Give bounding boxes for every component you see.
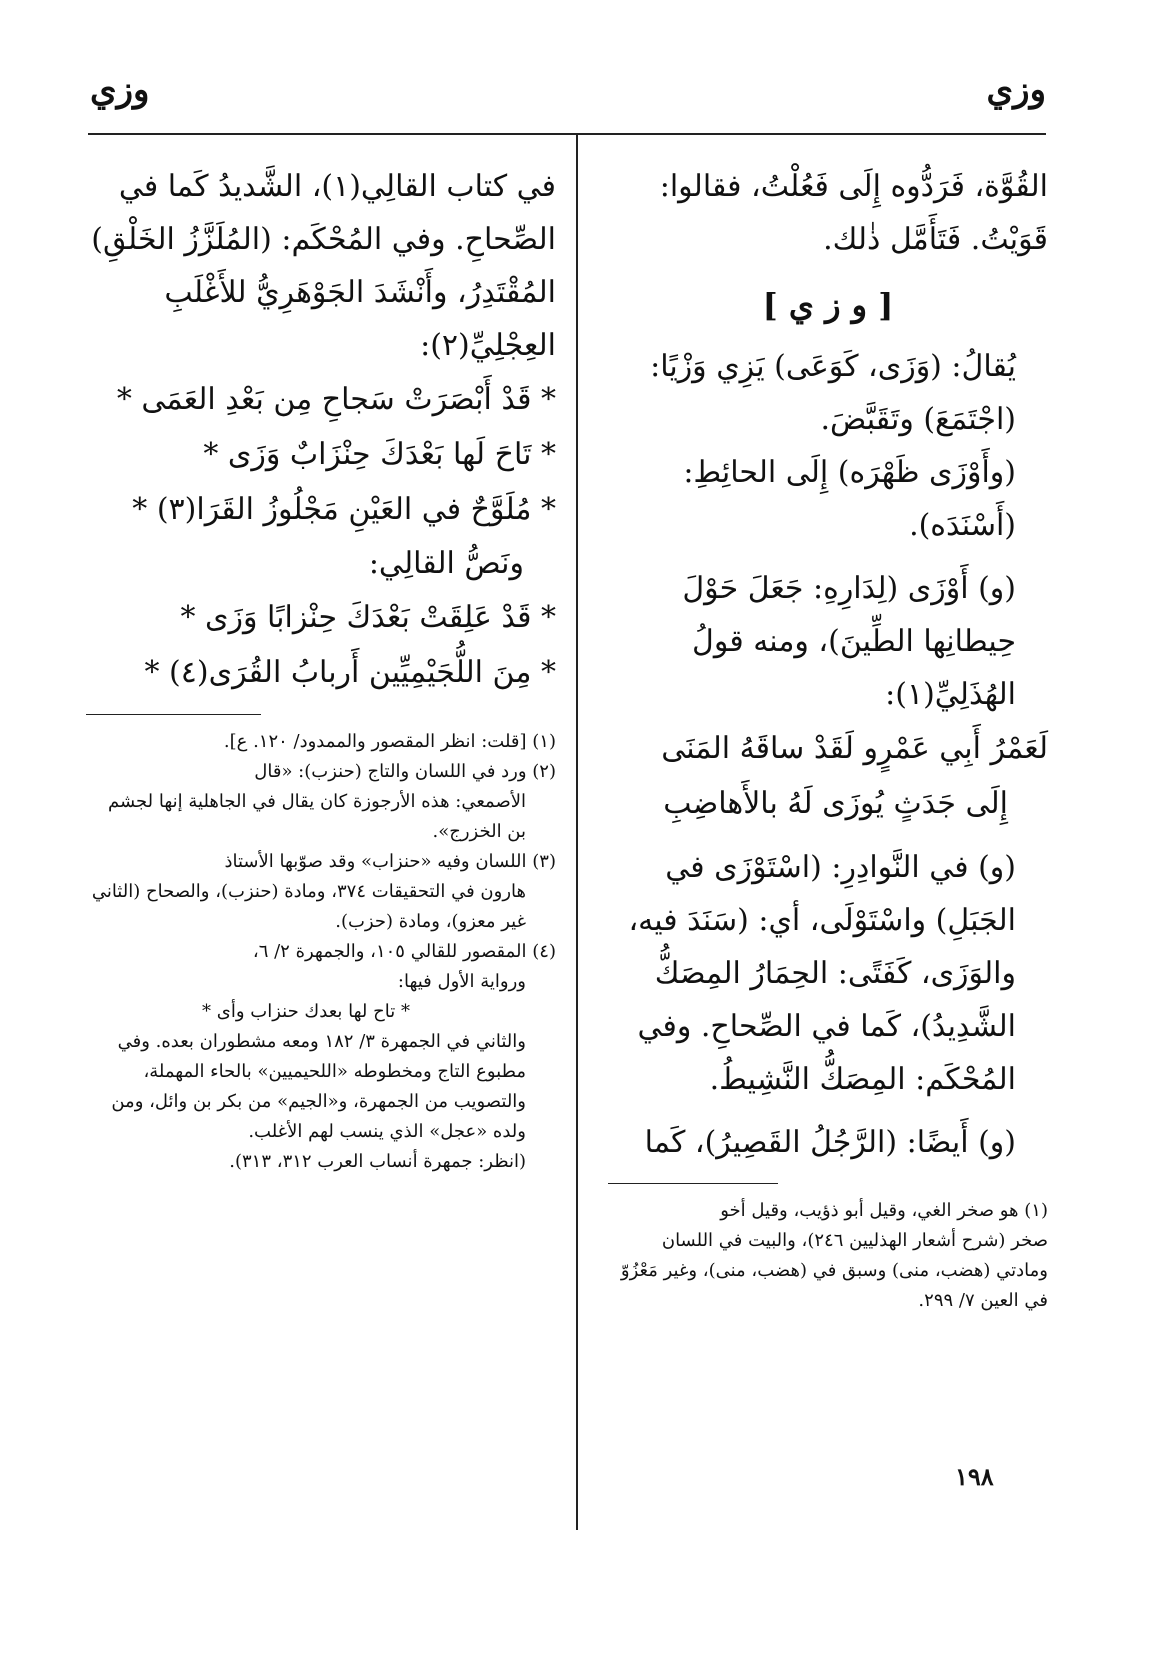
footnote: (٢) ورد في اللسان والتاج (حنزب): «قال — [254, 761, 556, 782]
running-header-left: وزي — [90, 70, 150, 110]
footnote: صخر (شرح أشعار الهذليين ٢٤٦)، والبيت في اللسان ومادتي (هضب، منى) وسبق في (هضب، منى)، وغير مَعْزُوّ في العين ٧/ ٢٩٩. — [620, 1230, 1048, 1311]
verse-line: * مُلَوَّحٌ في العَيْنِ مَجْلُوزُ القَرَا(٣) * — [132, 492, 556, 527]
verse-line: * قَدْ عَلِقَتْ بَعْدَكَ حِنْزابًا وَزَى * — [180, 600, 556, 635]
footnote-continuation: ورواية الأول فيها: — [397, 971, 526, 992]
footnote: (١) [قلت: انظر المقصور والممدود/ ١٢٠. ع]. — [223, 731, 556, 752]
footnote-continuation: الأصمعي: هذه الأرجوزة كان يقال في الجاهلية إنها لجشم بن الخزرج». — [108, 791, 526, 842]
left-column — [86, 160, 556, 1177]
paragraph: (وأَوْزَى ظَهْرَه) إِلَى الحائِطِ: (أَسْنَدَه). — [683, 455, 1016, 543]
paragraph: يُقالُ: (وَزَى، كَوَعَى) يَزِي وَزْيًا: (اجْتَمَعَ) وتَقَبَّضَ. — [650, 349, 1016, 437]
header-rule — [88, 133, 1046, 135]
paragraph: (و) في النَّوادِرِ: (اسْتَوْزَى في الجَبَلِ) واسْتَوْلَى، أي: (سَنَدَ فيه، والوَزَى، كَفَتًى: الحِمَارُ المِصَكُّ الشَّدِيدُ)، كَما في الصِّحاحِ. وفي المُحْكَم: المِصَكُّ النَّشِيطُ. — [628, 850, 1016, 1097]
footnote-rule — [608, 1183, 778, 1184]
page-number: ١٩٨ — [955, 1462, 994, 1491]
footnote: (٤) المقصور للقالي ١٠٥، والجمهرة ٢/ ٦، — [252, 941, 556, 962]
footnote-continuation: والثاني في الجمهرة ٣/ ١٨٢ ومعه مشطوران بعده. وفي مطبوع التاج ومخطوطه «اللحيميين» بالحاء المهملة، والتصويب من الجمهرة، و«الجيم» من بكر بن وائل، ومن ولده «عجل» الذي ينسب لهم الأغلب. — [111, 1031, 526, 1142]
verse-line: لَعَمْرُ أَبِي عَمْرٍو لَقَدْ ساقَهُ المَنَى — [661, 731, 1048, 766]
verse-line: * مِنَ اللُّجَيْمِيِّين أَربابُ القُرَى(٤) * — [144, 655, 556, 690]
paragraph: في كتاب القالِي(١)، الشَّديدُ كَما في الصِّحاحِ. وفي المُحْكَم: (المُلَزَّزُ الخَلْقِ) المُقْتَدِرُ، وأَنْشَدَ الجَوْهَرِيُّ للأَغْلَبِ العِجْلِيِّ(٢): — [91, 169, 556, 363]
verse-line: إِلَى جَدَثٍ يُوزَى لَهُ بالأَهاضِبِ — [663, 786, 1008, 821]
footnote-continuation: هارون في التحقيقات ٣٧٤، ومادة (حنزب)، والصحاح (الثاني غير معزو)، ومادة (حزب). — [91, 881, 526, 932]
entry-heading: [ و ز ي ] — [762, 286, 894, 324]
verse-line: * تَاحَ لَها بَعْدَكَ حِنْزَابٌ وَزَى * — [203, 437, 556, 472]
footnote: (٣) اللسان وفيه «حنزاب» وقد صوّبها الأستاذ — [224, 851, 556, 872]
footnote-verse: * تاح لها بعدك حنزاب وأى * — [202, 1001, 410, 1022]
paragraph: (و) أَيضًا: (الرَّجُلُ القَصِيرُ)، كَما — [644, 1125, 1016, 1160]
paragraph: القُوَّة، فَرَدُّوه إِلَى فَعُلْتُ، فقالوا: قَوَيْتُ. فَتَأَمَّل ذٰلك. — [659, 169, 1048, 257]
right-column — [608, 160, 1048, 1316]
footnote-rule — [86, 714, 261, 715]
verse-line: * قَدْ أَبْصَرَتْ سَجاحِ مِن بَعْدِ العَمَى * — [116, 382, 556, 417]
footnote-continuation: (انظر: جمهرة أنساب العرب ٣١٢، ٣١٣). — [229, 1151, 526, 1172]
paragraph: (و) أَوْزَى (لِدَارِهِ: جَعَلَ حَوْلَ حِيطانِها الطِّينَ)، ومنه قولُ الهُذَلِيِّ(١): — [682, 571, 1016, 712]
running-header-right: وزي — [986, 70, 1046, 110]
paragraph: ونَصُّ القالِي: — [368, 546, 524, 581]
footnote: (١) هو صخر الغي، وقيل أبو ذؤيب، وقيل أخو — [720, 1200, 1048, 1221]
column-divider — [576, 135, 578, 1530]
